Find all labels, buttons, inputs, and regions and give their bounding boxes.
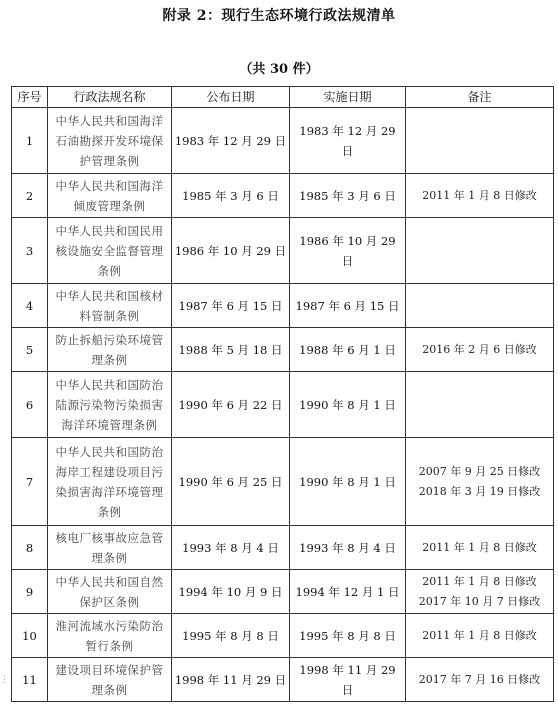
effective-date: 1986 年 10 月 29 日 bbox=[290, 218, 406, 284]
regulation-name: 建设项目环境保护管理条例 bbox=[48, 658, 172, 702]
amendment-note: 2007 年 9 月 25 日修改 bbox=[418, 464, 541, 478]
table-header-row bbox=[12, 87, 554, 108]
table-row bbox=[12, 658, 554, 702]
row-index: 7 bbox=[12, 438, 48, 526]
published-date: 1988 年 5 月 18 日 bbox=[172, 328, 290, 372]
notes-cell bbox=[406, 614, 554, 658]
table-row bbox=[12, 438, 554, 526]
table-row bbox=[12, 174, 554, 218]
published-date: 1998 年 11 月 29 日 bbox=[172, 658, 290, 702]
table-row bbox=[12, 526, 554, 570]
regulation-name: 中华人民共和国防治陆源污染物污染损害海洋环境管理条例 bbox=[48, 372, 172, 438]
effective-date: 1985 年 3 月 6 日 bbox=[290, 174, 406, 218]
header-effective: 实施日期 bbox=[290, 87, 406, 108]
row-index: 4 bbox=[12, 284, 48, 328]
notes-cell bbox=[406, 284, 554, 328]
amendment-note: 2017 年 7 月 16 日修改 bbox=[418, 672, 541, 686]
row-index: 3 bbox=[12, 218, 48, 284]
table-row bbox=[12, 614, 554, 658]
published-date: 1993 年 8 月 4 日 bbox=[172, 526, 290, 570]
notes-cell bbox=[406, 328, 554, 372]
effective-date: 1990 年 8 月 1 日 bbox=[290, 438, 406, 526]
regulation-name: 中华人民共和国海洋石油勘探开发环境保护管理条例 bbox=[48, 108, 172, 174]
regulation-name: 中华人民共和国民用核设施安全监督管理条例 bbox=[48, 218, 172, 284]
margin-marker-icon: ⋮ bbox=[0, 675, 9, 685]
row-index: 11 bbox=[12, 658, 48, 702]
regulation-name: 淮河流域水污染防治暂行条例 bbox=[48, 614, 172, 658]
notes-cell bbox=[406, 218, 554, 284]
regulation-name: 防止拆船污染环境管理条例 bbox=[48, 328, 172, 372]
effective-date: 1995 年 8 月 8 日 bbox=[290, 614, 406, 658]
notes-cell bbox=[406, 108, 554, 174]
table-row bbox=[12, 108, 554, 174]
amendment-note: 2011 年 1 月 8 日修改 bbox=[422, 540, 537, 554]
effective-date: 1987 年 6 月 15 日 bbox=[290, 284, 406, 328]
row-index: 9 bbox=[12, 570, 48, 614]
effective-date: 1994 年 12 月 1 日 bbox=[290, 570, 406, 614]
amendment-note: 2011 年 1 月 8 日修改 bbox=[422, 574, 537, 588]
published-date: 1994 年 10 月 9 日 bbox=[172, 570, 290, 614]
table-row bbox=[12, 284, 554, 328]
regulation-name: 中华人民共和国核材料管制条例 bbox=[48, 284, 172, 328]
row-index: 10 bbox=[12, 614, 48, 658]
published-date: 1986 年 10 月 29 日 bbox=[172, 218, 290, 284]
published-date: 1987 年 6 月 15 日 bbox=[172, 284, 290, 328]
regulation-name: 中华人民共和国自然保护区条例 bbox=[48, 570, 172, 614]
notes-cell bbox=[406, 658, 554, 702]
effective-date: 1988 年 6 月 1 日 bbox=[290, 328, 406, 372]
document-title: 附录 2：现行生态环境行政法规清单 bbox=[162, 8, 396, 24]
header-index: 序号 bbox=[12, 87, 48, 108]
effective-date: 1990 年 8 月 1 日 bbox=[290, 372, 406, 438]
published-date: 1990 年 6 月 25 日 bbox=[172, 438, 290, 526]
table-row bbox=[12, 328, 554, 372]
published-date: 1985 年 3 月 6 日 bbox=[172, 174, 290, 218]
row-index: 5 bbox=[12, 328, 48, 372]
notes-cell bbox=[406, 372, 554, 438]
amendment-note: 2011 年 1 月 8 日修改 bbox=[422, 628, 537, 642]
row-index: 2 bbox=[12, 174, 48, 218]
amendment-note: 2011 年 1 月 8 日修改 bbox=[422, 188, 537, 202]
effective-date: 1983 年 12 月 29 日 bbox=[290, 108, 406, 174]
header-name: 行政法规名称 bbox=[48, 87, 172, 108]
header-notes: 备注 bbox=[406, 87, 554, 108]
notes-cell bbox=[406, 174, 554, 218]
regulation-name: 核电厂核事故应急管理条例 bbox=[48, 526, 172, 570]
amendment-note: 2018 年 3 月 19 日修改 bbox=[418, 484, 541, 498]
amendment-note: 2017 年 10 月 7 日修改 bbox=[418, 594, 541, 608]
amendment-note: 2016 年 2 月 6 日修改 bbox=[422, 342, 537, 356]
effective-date: 1993 年 8 月 4 日 bbox=[290, 526, 406, 570]
regulation-name: 中华人民共和国防治海岸工程建设项目污染损害海洋环境管理条例 bbox=[48, 438, 172, 526]
notes-cell bbox=[406, 438, 554, 526]
table-row bbox=[12, 570, 554, 614]
regulations-table bbox=[11, 86, 554, 702]
header-published: 公布日期 bbox=[172, 87, 290, 108]
table-row bbox=[12, 218, 554, 284]
notes-cell bbox=[406, 570, 554, 614]
row-index: 6 bbox=[12, 372, 48, 438]
effective-date: 1998 年 11 月 29 日 bbox=[290, 658, 406, 702]
table-body bbox=[12, 108, 554, 702]
published-date: 1983 年 12 月 29 日 bbox=[172, 108, 290, 174]
regulation-name: 中华人民共和国海洋倾废管理条例 bbox=[48, 174, 172, 218]
row-index: 8 bbox=[12, 526, 48, 570]
published-date: 1990 年 6 月 22 日 bbox=[172, 372, 290, 438]
row-index: 1 bbox=[12, 108, 48, 174]
published-date: 1995 年 8 月 8 日 bbox=[172, 614, 290, 658]
document-subtitle: （共 30 件） bbox=[239, 62, 319, 77]
table-row bbox=[12, 372, 554, 438]
notes-cell bbox=[406, 526, 554, 570]
